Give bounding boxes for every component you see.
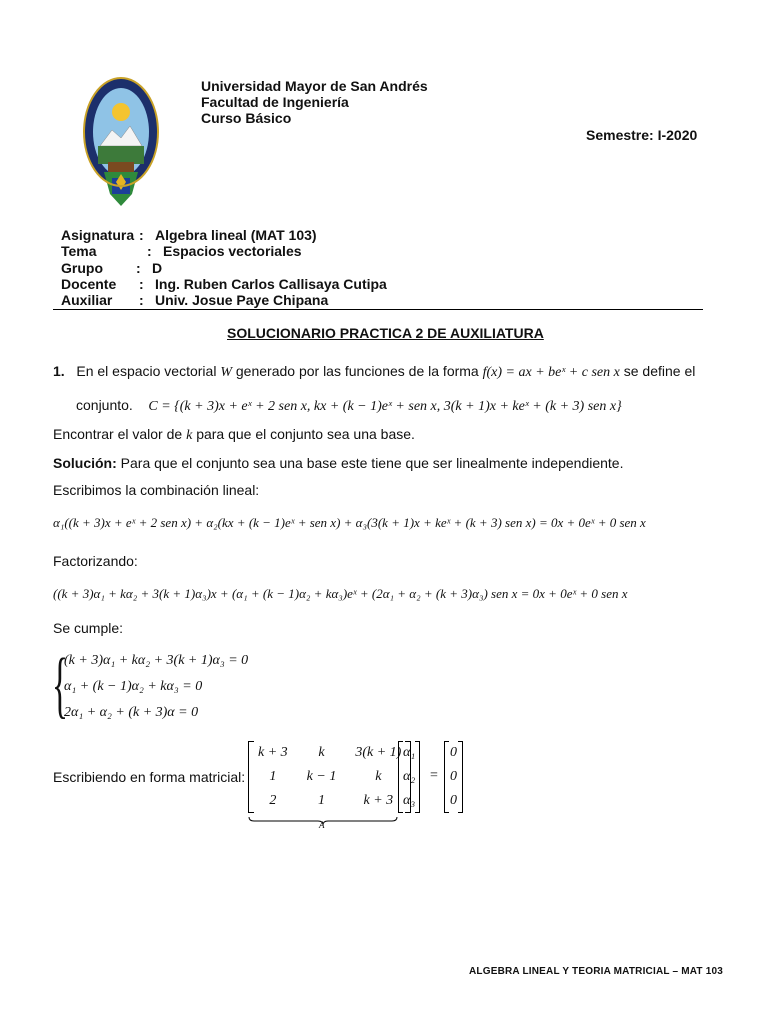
matrix-cell: k + 3 (363, 793, 394, 808)
problem-text-b: generado por las funciones de la forma (235, 363, 479, 379)
faculty-name: Facultad de Ingeniería (201, 94, 349, 110)
system-eq-2: α₁ + (k − 1)α₂ + kα₃ = 0 (64, 679, 203, 694)
cumple-label: Se cumple: (53, 620, 124, 636)
variable-cell: α₁ (403, 745, 416, 760)
space-symbol: W (220, 365, 232, 380)
info-value: Ing. Ruben Carlos Callisaya Cutipa (155, 276, 387, 292)
course-name: Curso Básico (201, 110, 292, 126)
rhs-cell: 0 (450, 793, 457, 808)
coefficient-matrix (248, 741, 411, 813)
matrix-cell: k (318, 745, 325, 760)
find-statement (53, 425, 415, 445)
matrix-cell: k + 3 (258, 745, 288, 760)
info-label: Tema (61, 243, 97, 259)
rhs-vector (444, 741, 463, 813)
system-brace: { (52, 644, 68, 726)
info-label: Asignatura (61, 227, 135, 243)
matrix-cell: 1 (269, 769, 277, 784)
matrix-name: A (319, 820, 325, 830)
info-value: Algebra lineal (MAT 103) (155, 227, 317, 243)
info-value: Univ. Josue Paye Chipana (155, 292, 329, 308)
matrix-cell: 2 (269, 793, 277, 808)
header-divider (53, 309, 703, 310)
info-row-grupo: Grupo : D (61, 260, 163, 276)
find-variable: k (186, 428, 193, 443)
variable-cell: α₃ (403, 793, 416, 808)
problem-text-a: En el espacio vectorial (76, 363, 217, 379)
factor-label: Factorizando: (53, 553, 138, 569)
info-row-tema: Tema : Espacios vectoriales (61, 243, 302, 259)
university-name: Universidad Mayor de San Andrés (201, 78, 428, 94)
document-title: SOLUCIONARIO PRACTICA 2 DE AUXILIATURA (227, 325, 544, 341)
university-seal (82, 74, 160, 216)
function-form: f(x) = ax + beˣ + c sen x (482, 365, 620, 380)
matrix-cell: k − 1 (306, 769, 337, 784)
combination-label: Escribimos la combinación lineal: (53, 482, 260, 498)
find-text-b: para que el conjunto sea una base. (196, 426, 415, 442)
info-label: Docente (61, 276, 117, 292)
rhs-cell: 0 (450, 769, 457, 784)
variable-cell: α₂ (403, 769, 416, 784)
semester: Semestre: I-2020 (586, 127, 698, 143)
solution-intro (53, 454, 623, 472)
problem-text-c: se define el (623, 363, 696, 379)
equals-sign: = (430, 768, 438, 783)
solution-text: Para que el conjunto sea una base este tiene que ser linealmente independiente. (120, 455, 624, 471)
problem-statement-line1 (53, 362, 695, 382)
matrix-cell: 1 (318, 793, 325, 808)
matrix-cell: 3(k + 1) (355, 745, 402, 760)
combination-equation: α₁((k + 3)x + eˣ + 2 sen x) + α₂(kx + (k − 1)eˣ + sen x) + α₃(3(k + 1)x + keˣ + (k + 3) sen x) = 0x + 0eˣ + 0 sen x (53, 515, 646, 530)
info-label: Auxiliar (61, 292, 113, 308)
factor-equation: ((k + 3)α₁ + kα₂ + 3(k + 1)α₃)x + (α₁ + (k − 1)α₂ + kα₃)eˣ + (2α₁ + α₂ + (k + 3)α₃) sen x = 0x + 0eˣ + 0 sen x (53, 586, 628, 601)
rhs-cell: 0 (450, 745, 457, 760)
info-label: Grupo (61, 260, 103, 276)
matrix-cell: k (375, 769, 382, 784)
matrix-label: Escribiendo en forma matricial: (53, 769, 246, 785)
variable-vector (398, 741, 420, 813)
page-footer: ALGEBRA LINEAL Y TEORIA MATRICIAL – MAT 103 (469, 966, 723, 977)
info-value: D (152, 260, 163, 276)
problem-number: 1. (53, 363, 65, 379)
info-row-asignatura: Asignatura : Algebra lineal (MAT 103) (61, 227, 317, 243)
info-value: Espacios vectoriales (163, 243, 302, 259)
find-text-a: Encontrar el valor de (53, 426, 183, 442)
set-label: conjunto. (76, 397, 133, 413)
problem-statement-line2 (76, 396, 622, 416)
solution-label: Solución: (53, 455, 117, 471)
set-expression: C = {(k + 3)x + eˣ + 2 sen x, kx + (k − 1)eˣ + sen x, 3(k + 1)x + keˣ + (k + 3) sen x} (148, 399, 622, 414)
info-row-auxiliar: Auxiliar : Univ. Josue Paye Chipana (61, 292, 329, 308)
system-eq-3: 2α₁ + α₂ + (k + 3)α = 0 (64, 705, 199, 720)
system-eq-1: (k + 3)α₁ + kα₂ + 3(k + 1)α₃ = 0 (64, 653, 249, 668)
info-row-docente: Docente : Ing. Ruben Carlos Callisaya Cutipa (61, 276, 387, 292)
